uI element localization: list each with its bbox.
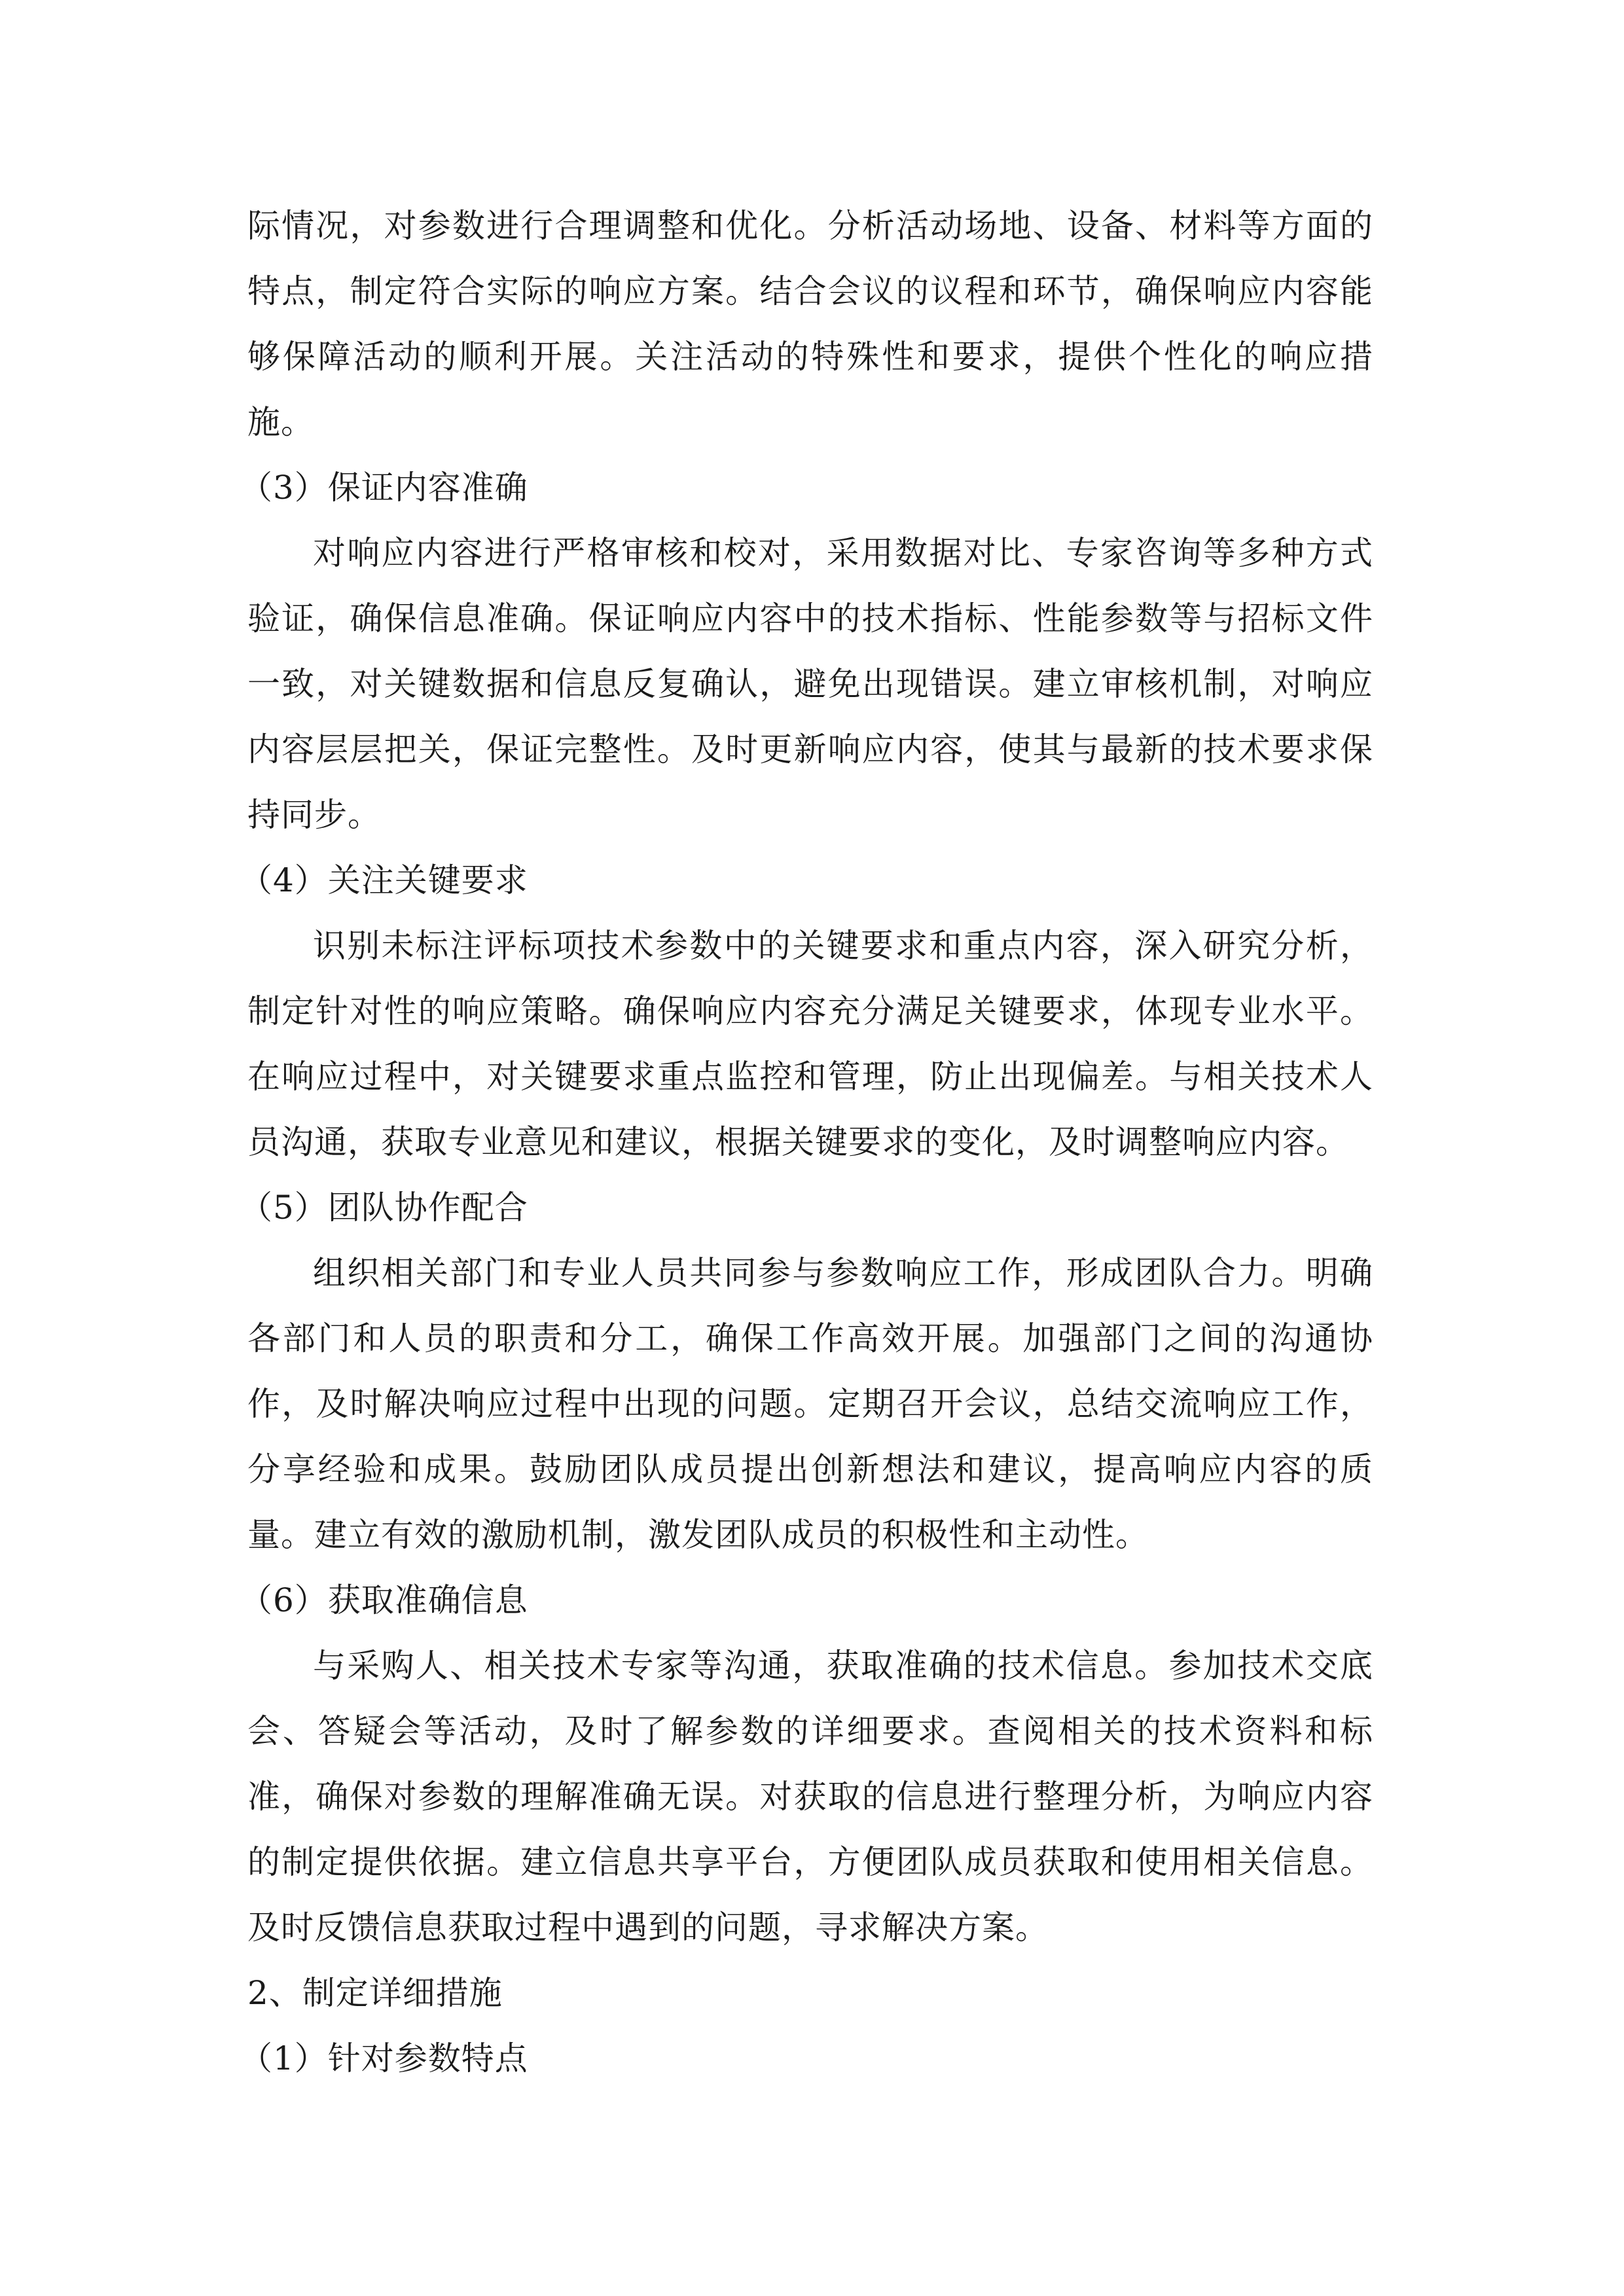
subheading-key-requirements: （4）关注关键要求 (240, 861, 528, 899)
paragraph-key-requirements: 识别未标注评标项技术参数中的关键要求和重点内容，深入研究分析，制定针对性的响应策略。确保响应内容充分满足关键要求，体现专业水平。在响应过程中，对关键要求重点监控和管理，防止出现偏差。与相关技术人员沟通，获取专业意见和建议，根据关键要求的变化，及时调整响应内容。 (247, 927, 1373, 1161)
subheading-teamwork: （5）团队协作配合 (240, 1189, 528, 1227)
subheading-ensure-accuracy: （3）保证内容准确 (240, 469, 528, 507)
paragraph-ensure-accuracy: 对响应内容进行严格审核和校对，采用数据对比、专家咨询等多种方式验证，确保信息准确。保证响应内容中的技术指标、性能参数等与招标文件一致，对关键数据和信息反复确认，避免出现错误。建立审核机制，对响应内容层层把关，保证完整性。及时更新响应内容，使其与最新的技术要求保持同步。 (247, 534, 1373, 834)
document-page (240, 193, 1373, 2091)
subheading-parameter-characteristics: （1）针对参数特点 (240, 2039, 528, 2077)
paragraph-continuation: 际情况，对参数进行合理调整和优化。分析活动场地、设备、材料等方面的特点，制定符合实际的响应方案。结合会议的议程和环节，确保响应内容能够保障活动的顺利开展。关注活动的特殊性和要求，提供个性化的响应措施。 (247, 207, 1373, 441)
paragraph-accurate-information: 与采购人、相关技术专家等沟通，获取准确的技术信息。参加技术交底会、答疑会等活动，及时了解参数的详细要求。查阅相关的技术资料和标准，确保对参数的理解准确无误。对获取的信息进行整理分析，为响应内容的制定提供依据。建立信息共享平台，方便团队成员获取和使用相关信息。及时反馈信息获取过程中遇到的问题，寻求解决方案。 (247, 1647, 1373, 1946)
subheading-accurate-information: （6）获取准确信息 (240, 1581, 528, 1619)
section-heading-detailed-measures: 2、制定详细措施 (247, 1974, 503, 2012)
paragraph-teamwork: 组织相关部门和专业人员共同参与参数响应工作，形成团队合力。明确各部门和人员的职责和分工，确保工作高效开展。加强部门之间的沟通协作，及时解决响应过程中出现的问题。定期召开会议，总结交流响应工作，分享经验和成果。鼓励团队成员提出创新想法和建议，提高响应内容的质量。建立有效的激励机制，激发团队成员的积极性和主动性。 (247, 1254, 1373, 1554)
